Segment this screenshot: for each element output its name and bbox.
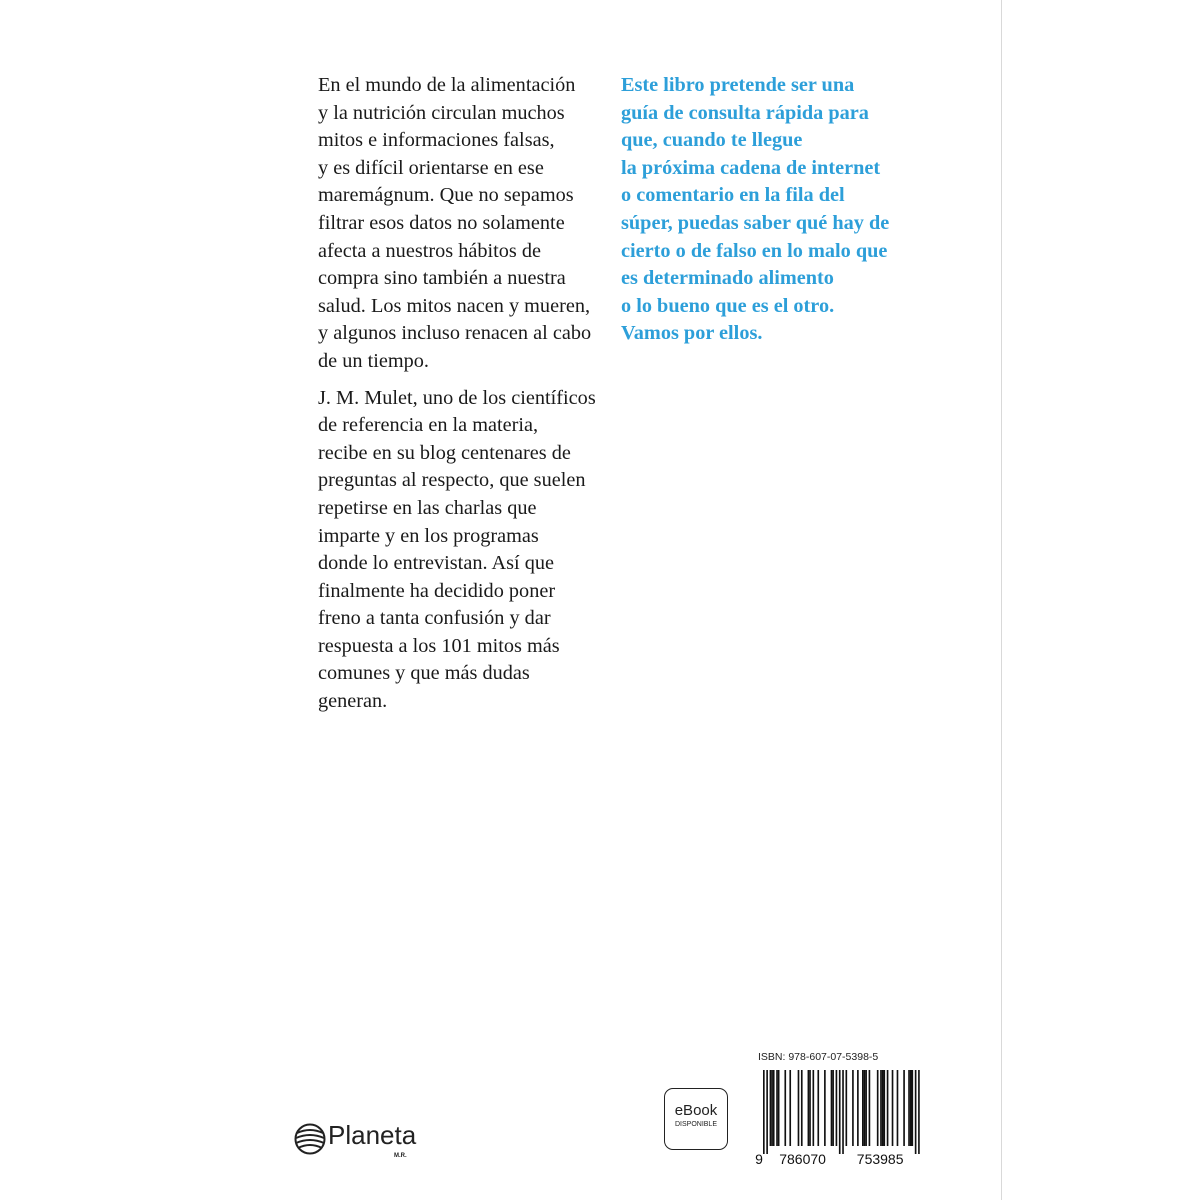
barcode-bar: [832, 1070, 834, 1146]
barcode-bar: [857, 1070, 859, 1146]
highlight-line: o comentario en la fila del: [621, 184, 845, 207]
barcode-bar: [864, 1070, 866, 1146]
barcode-bar: [915, 1070, 917, 1154]
barcode-digits: 786070: [779, 1151, 826, 1167]
text-line: de un tiempo.: [318, 349, 429, 372]
barcode-bar: [852, 1070, 854, 1146]
barcode-bar: [910, 1070, 912, 1146]
barcode-bar: [912, 1070, 914, 1146]
barcode-bar: [784, 1070, 786, 1146]
barcode-bar: [908, 1070, 910, 1146]
barcode-bar: [817, 1070, 819, 1146]
barcode-digits: 753985: [856, 1151, 904, 1167]
ebook-available-label: DISPONIBLE: [674, 1121, 717, 1128]
barcode-bar: [862, 1070, 864, 1146]
barcode-bar: [869, 1070, 871, 1146]
text-line: respuesta a los 101 mitos más: [318, 634, 560, 657]
text-line: donde lo entrevistan. Así que: [318, 552, 555, 575]
right-page-edge: [1001, 0, 1002, 1200]
highlight-line: Vamos por ellos.: [621, 322, 763, 345]
barcode-bar: [846, 1070, 848, 1146]
paragraph-1: [318, 72, 618, 376]
isbn-label: ISBN: 978-607-07-5398-5: [758, 1051, 879, 1063]
barcode-bar: [839, 1070, 841, 1154]
text-line: y es difícil orientarse en ese: [318, 156, 544, 179]
text-line: y algunos incluso renacen al cabo: [318, 322, 592, 345]
highlight-line: o lo bueno que es el otro.: [621, 294, 835, 317]
barcode-bar: [836, 1070, 838, 1146]
barcode-bar: [778, 1070, 780, 1146]
barcode-bar: [771, 1070, 773, 1146]
right-highlight-column: [621, 72, 921, 348]
left-text-column: [318, 72, 618, 716]
barcode-bar: [763, 1070, 765, 1154]
text-line: freno a tanta confusión y dar: [318, 607, 551, 630]
publisher-logo: [294, 1121, 424, 1161]
highlight-line: guía de consulta rápida para: [621, 101, 869, 124]
paragraph-2: [318, 385, 618, 716]
barcode-bar: [809, 1070, 811, 1146]
barcode-bar: [798, 1070, 800, 1146]
barcode-bar: [789, 1070, 791, 1146]
barcode: [753, 1068, 923, 1168]
barcode-bar: [813, 1070, 815, 1146]
text-line: compra sino también a nuestra: [318, 267, 566, 290]
barcode-bar: [770, 1070, 772, 1146]
barcode-bar: [883, 1070, 885, 1146]
barcode-bar: [880, 1070, 882, 1146]
highlight-line: la próxima cadena de internet: [621, 156, 881, 179]
barcode-bar: [892, 1070, 894, 1146]
registered-mark: M.R.: [394, 1153, 407, 1159]
text-line: J. M. Mulet, uno de los científicos: [318, 386, 596, 409]
highlight-line: que, cuando te llegue: [621, 129, 803, 152]
text-line: afecta a nuestros hábitos de: [318, 239, 542, 262]
barcode-bar: [882, 1070, 884, 1146]
text-line: preguntas al respecto, que suelen: [318, 469, 586, 492]
text-line: repetirse en las charlas que: [318, 496, 537, 519]
text-line: finalmente ha decidido poner: [318, 579, 556, 602]
text-line: de referencia en la materia,: [318, 414, 539, 437]
planeta-globe-icon: [294, 1123, 326, 1155]
barcode-bar: [865, 1070, 867, 1146]
ebook-badge: [664, 1088, 728, 1150]
barcode-bar: [877, 1070, 879, 1146]
text-line: generan.: [318, 690, 388, 713]
barcode-bar: [842, 1070, 844, 1154]
barcode-bar: [766, 1070, 768, 1154]
barcode-bar: [808, 1070, 810, 1146]
ebook-label: eBook: [674, 1102, 718, 1119]
highlight-line: súper, puedas saber qué hay de: [621, 211, 890, 234]
text-line: maremágnum. Que no sepamos: [318, 184, 574, 207]
barcode-bar: [887, 1070, 889, 1146]
text-line: y la nutrición circulan muchos: [318, 101, 565, 124]
text-line: imparte y en los programas: [318, 524, 539, 547]
barcode-bar: [773, 1070, 775, 1146]
barcode-bar: [897, 1070, 899, 1146]
text-line: salud. Los mitos nacen y mueren,: [318, 294, 591, 317]
text-line: comunes y que más dudas: [318, 662, 530, 685]
barcode-bar: [801, 1070, 803, 1146]
text-line: En el mundo de la alimentación: [318, 74, 576, 96]
highlight-line: Este libro pretende ser una: [621, 74, 855, 96]
barcode-bar: [824, 1070, 826, 1146]
text-line: mitos e informaciones falsas,: [318, 129, 555, 152]
barcode-digits: 9: [755, 1151, 763, 1167]
highlight-line: es determinado alimento: [621, 267, 834, 290]
barcode-bar: [776, 1070, 778, 1146]
barcode-bar: [903, 1070, 905, 1146]
publisher-name: Planeta: [328, 1120, 417, 1150]
barcode-bar: [831, 1070, 833, 1146]
barcode-bar: [918, 1070, 920, 1154]
highlight-line: cierto o de falso en lo malo que: [621, 239, 888, 262]
text-line: recibe en su blog centenares de: [318, 441, 571, 464]
text-line: filtrar esos datos no solamente: [318, 211, 565, 234]
